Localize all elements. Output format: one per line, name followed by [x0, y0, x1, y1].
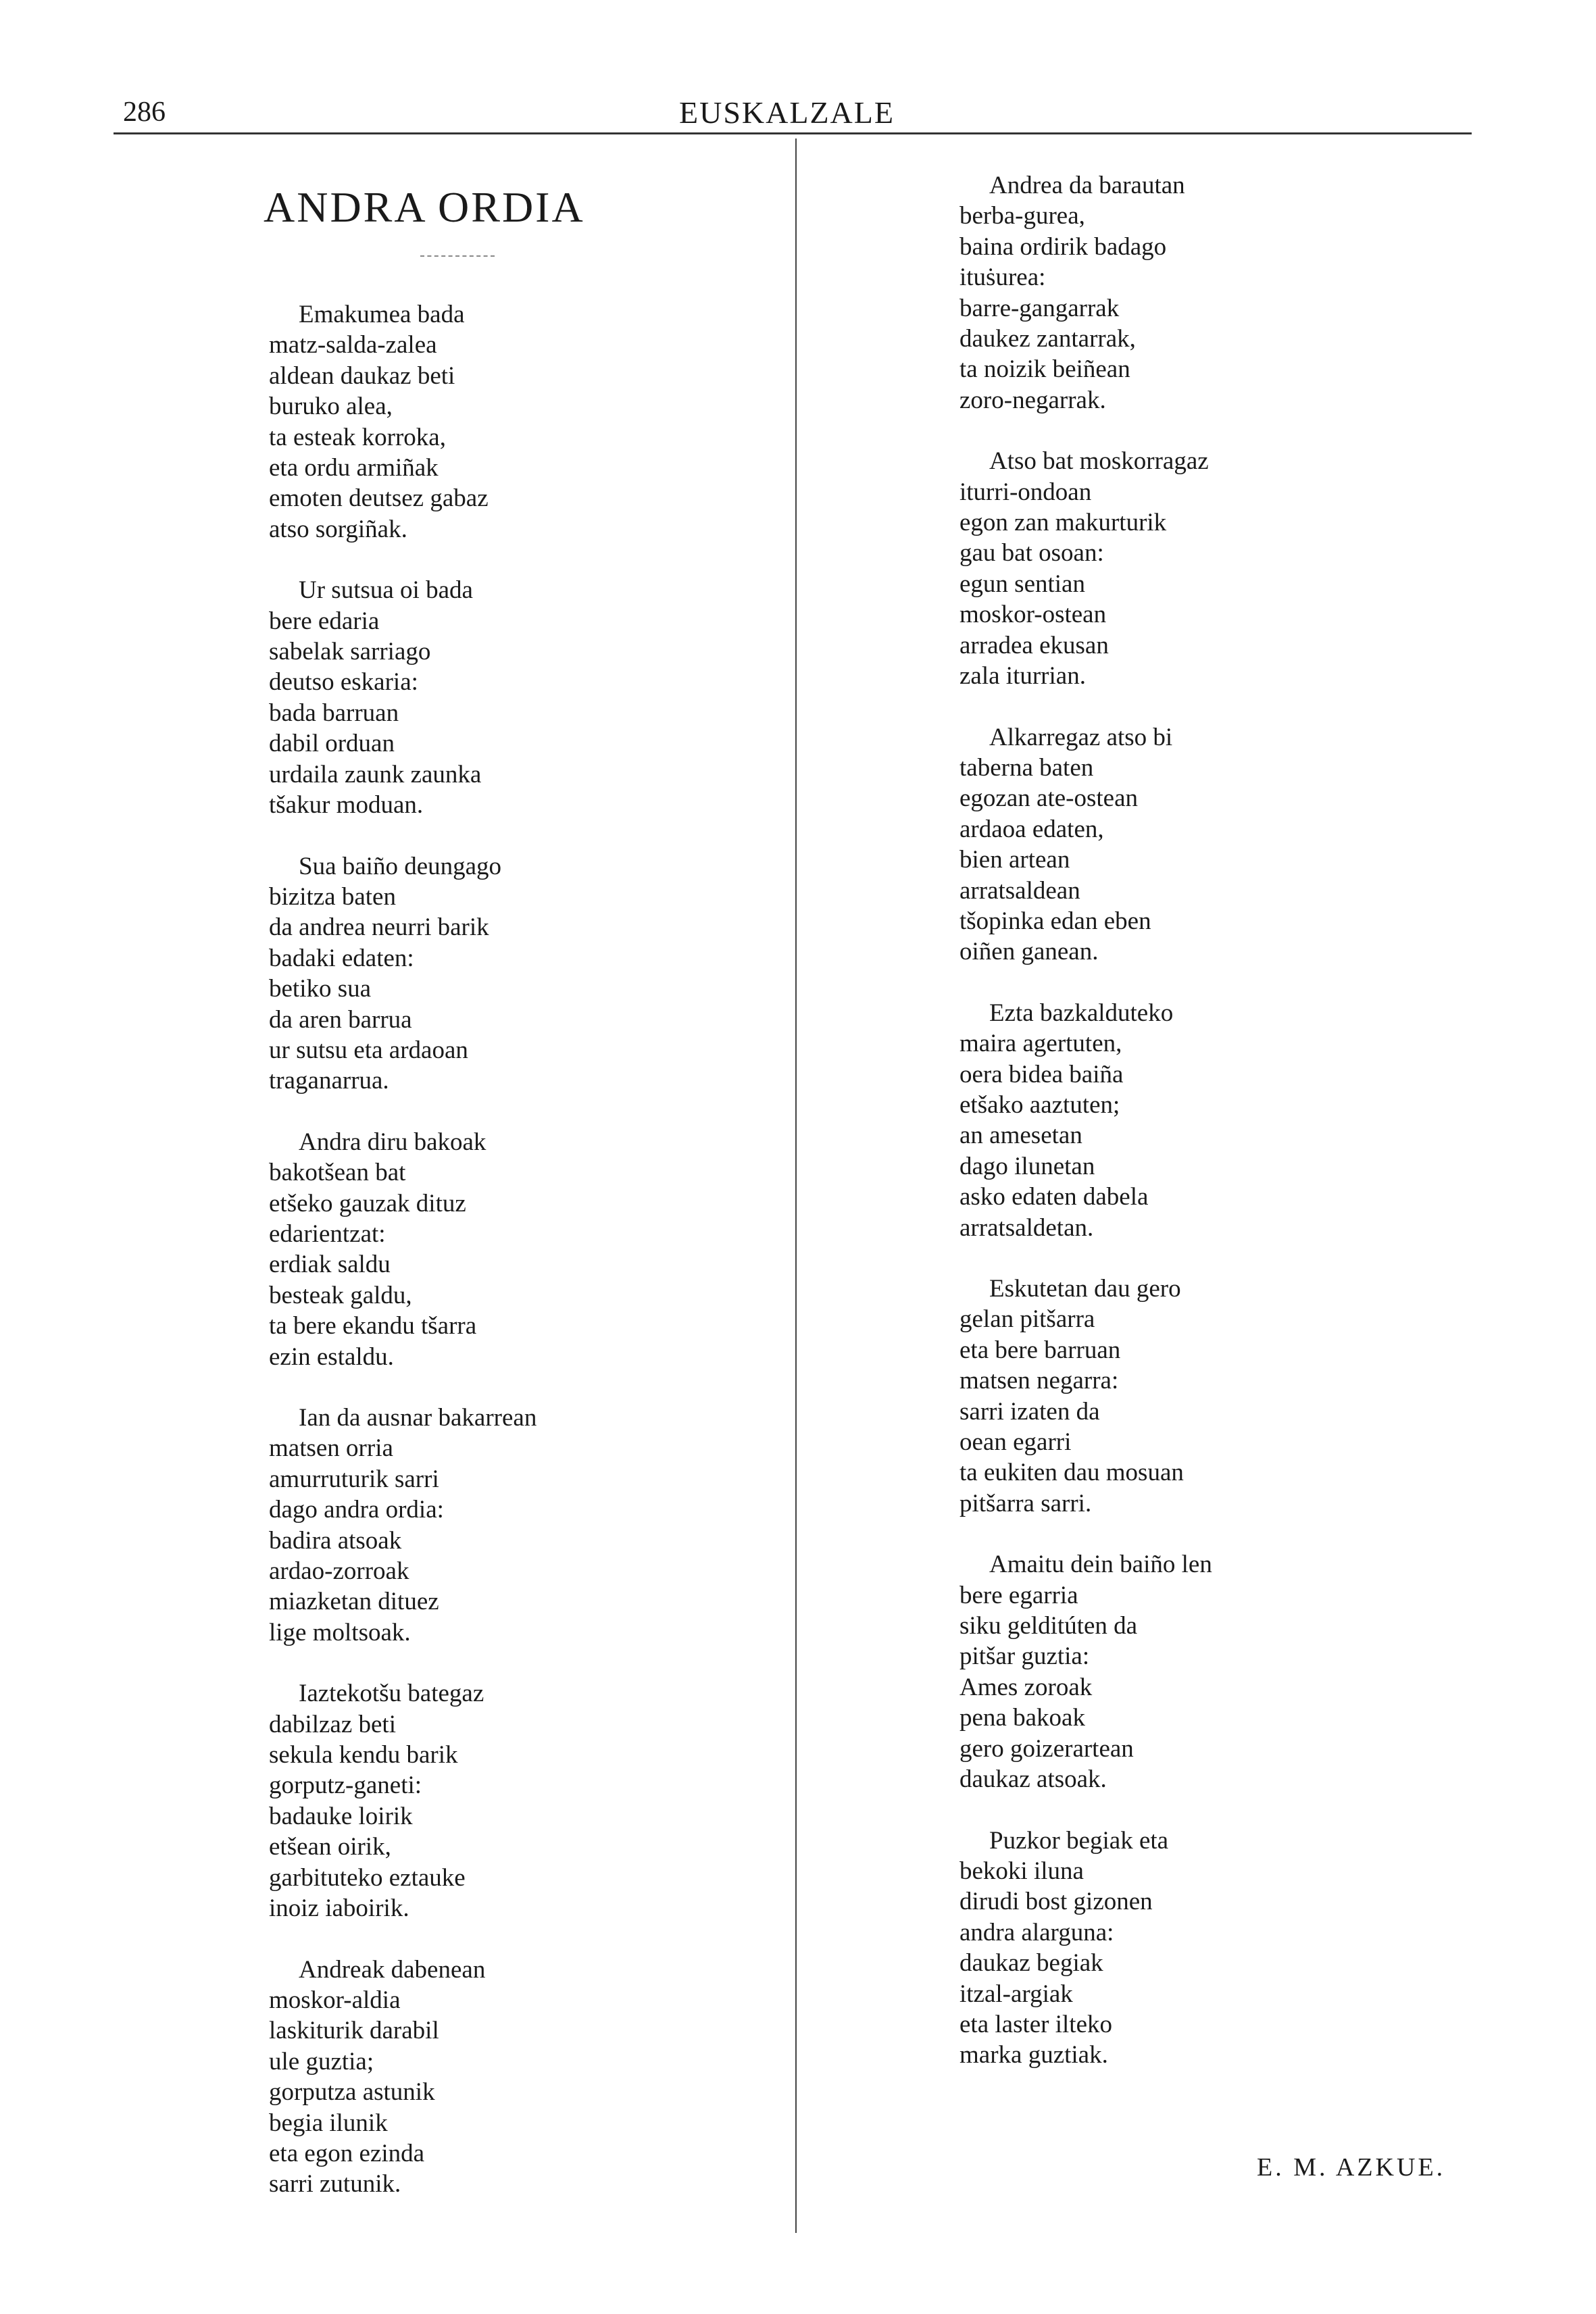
poem-line: traganarrua.	[269, 1067, 389, 1095]
poem-line: pitšarra sarri.	[959, 1489, 1092, 1517]
poem-line: egozan ate-ostean	[959, 784, 1138, 813]
poem-line: asko edaten dabela	[959, 1183, 1149, 1211]
poem-line: taberna baten	[959, 753, 1094, 782]
poem-line: etšeko gauzak dituz	[269, 1189, 466, 1217]
stanza-12	[959, 1274, 1432, 1519]
poem-line: besteak galdu,	[269, 1281, 412, 1309]
title-ornament	[420, 255, 495, 258]
poem-title: ANDRA ORDIA	[264, 183, 585, 231]
poem-line: sarri zutunik.	[269, 2170, 401, 2198]
poem-line: marka guztiak.	[959, 2041, 1108, 2069]
poem-line: da aren barrua	[269, 1005, 412, 1034]
poem-line: badaki edaten:	[269, 944, 414, 972]
poem-line: tšopinka edan eben	[959, 907, 1151, 935]
poem-line: matz-salda-zalea	[269, 331, 437, 359]
stanza-8	[959, 170, 1432, 416]
left-column	[269, 299, 674, 2230]
poem-line: moskor-aldia	[269, 1986, 401, 2014]
author-signature: E. M. AZKUE.	[1257, 2153, 1446, 2182]
poem-line: bizitza baten	[269, 882, 396, 911]
poem-line: arratsaldean	[959, 876, 1080, 905]
stanza-7	[269, 1955, 674, 2200]
poem-line: buruko alea,	[269, 393, 393, 421]
poem-line: bakotšean bat	[269, 1159, 406, 1187]
poem-line: dago andra ordia:	[269, 1496, 444, 1524]
poem-line: lige moltsoak.	[269, 1618, 411, 1646]
right-column	[959, 170, 1432, 2101]
poem-line: an amesetan	[959, 1122, 1082, 1150]
poem-line: ardaoa edaten,	[959, 815, 1104, 843]
poem-line: miazketan dituez	[269, 1588, 439, 1616]
poem-line: ta bere ekandu tšarra	[269, 1312, 477, 1340]
poem-line: deutso eskaria:	[269, 668, 418, 697]
poem-line: eta ordu armiñak	[269, 454, 439, 482]
poem-line: dabil orduan	[269, 730, 395, 758]
poem-line: matsen negarra:	[959, 1367, 1119, 1395]
running-head: EUSKALZALE	[679, 95, 895, 130]
poem-line: ta esteak korroka,	[269, 423, 446, 451]
poem-line: sekula kendu barik	[269, 1741, 458, 1769]
stanza-3	[269, 851, 674, 1097]
poem-line: daukez zantarrak,	[959, 325, 1136, 353]
poem-line: da andrea neurri barik	[269, 913, 489, 942]
poem-line: ur sutsu eta ardaoan	[269, 1036, 468, 1064]
stanza-4	[269, 1127, 674, 1372]
poem-line: siku gelditúten da	[959, 1612, 1138, 1640]
column-divider	[795, 139, 797, 2233]
poem-line: Andrea da barautan	[989, 172, 1185, 199]
poem-line: Andra diru bakoak	[299, 1128, 487, 1156]
poem-line: andra alarguna:	[959, 1918, 1114, 1946]
poem-line: ezin estaldu.	[269, 1342, 394, 1371]
poem-line: urdaila zaunk zaunka	[269, 760, 482, 788]
poem-line: etšean oirik,	[269, 1833, 391, 1861]
poem-line: garbituteko eztauke	[269, 1863, 466, 1892]
poem-line: Andreak dabenean	[299, 1955, 486, 1984]
poem-line: ta eukiten dau mosuan	[959, 1459, 1184, 1487]
poem-line: betiko sua	[269, 975, 372, 1003]
poem-line: gau bat osoan:	[959, 539, 1104, 568]
poem-line: Iaztekotšu bategaz	[299, 1680, 484, 1708]
poem-line: gero goizerartean	[959, 1734, 1134, 1763]
poem-line: egun sentian	[959, 570, 1085, 598]
poem-line: bere edaria	[269, 607, 380, 635]
poem-line: berba-gurea,	[959, 202, 1085, 230]
poem-line: sarri izaten da	[959, 1397, 1100, 1426]
header-rule	[114, 132, 1472, 134]
poem-line: dirudi bost gizonen	[959, 1888, 1153, 1916]
poem-line: pena bakoak	[959, 1704, 1085, 1732]
stanza-5	[269, 1403, 674, 1648]
poem-line: eta laster ilteko	[959, 2010, 1113, 2038]
poem-line: eta egon ezinda	[269, 2139, 425, 2167]
poem-line: laskiturik darabil	[269, 2017, 439, 2045]
poem-line: daukaz begiak	[959, 1949, 1103, 1978]
poem-line: ituṡurea:	[959, 263, 1046, 292]
poem-line: zala iturrian.	[959, 662, 1086, 690]
poem-line: Emakumea bada	[299, 301, 465, 328]
poem-line: arratsaldetan.	[959, 1213, 1094, 1242]
stanza-1	[269, 299, 674, 545]
poem-line: emoten deutsez gabaz	[269, 484, 489, 513]
stanza-2	[269, 575, 674, 820]
poem-line: Sua baiño deungago	[299, 852, 502, 880]
poem-line: dabilzaz beti	[269, 1710, 396, 1738]
poem-line: sabelak sarriago	[269, 638, 431, 666]
poem-line: badira atsoak	[269, 1526, 402, 1555]
poem-line: egon zan makurturik	[959, 509, 1167, 537]
poem-line: moskor-ostean	[959, 601, 1107, 629]
poem-line: gelan pitšarra	[959, 1305, 1095, 1334]
poem-line: bada barruan	[269, 699, 399, 727]
poem-line: Amaitu dein baiño len	[989, 1551, 1212, 1579]
poem-line: Ames zoroak	[959, 1673, 1093, 1701]
poem-line: gorputz-ganeti:	[269, 1771, 422, 1800]
poem-line: bien artean	[959, 846, 1070, 874]
stanza-14	[959, 1826, 1432, 2071]
poem-line: oera bidea baiña	[959, 1060, 1124, 1088]
stanza-6	[269, 1678, 674, 1923]
poem-line: etšako aaztuten;	[959, 1090, 1120, 1119]
poem-line: begia ilunik	[269, 2109, 388, 2137]
poem-line: Atso bat moskorragaz	[989, 447, 1209, 476]
stanza-11	[959, 998, 1432, 1243]
poem-line: pitšar guztia:	[959, 1642, 1090, 1671]
poem-line: eta bere barruan	[959, 1336, 1121, 1364]
poem-line: inoiz iaboirik.	[269, 1894, 409, 1923]
stanza-9	[959, 446, 1432, 691]
poem-line: Ezta bazkalduteko	[989, 999, 1174, 1027]
poem-line: arradea ekusan	[959, 631, 1109, 659]
poem-line: edarientzat:	[269, 1219, 386, 1248]
poem-line: Alkarregaz atso bi	[989, 723, 1173, 751]
poem-line: barre-gangarrak	[959, 294, 1120, 322]
poem-line: atso sorgiñak.	[269, 515, 407, 543]
poem-line: bekoki iluna	[959, 1857, 1084, 1885]
poem-line: Puzkor begiak eta	[989, 1826, 1169, 1855]
poem-line: ta noizik beiñean	[959, 355, 1130, 384]
poem-line: maira agertuten,	[959, 1030, 1122, 1058]
poem-line: zoro-negarrak.	[959, 386, 1106, 414]
poem-line: gorputza astunik	[269, 2078, 435, 2107]
poem-line: itzal-argiak	[959, 1980, 1073, 2008]
poem-line: oiñen ganean.	[959, 938, 1099, 966]
poem-line: badauke loirik	[269, 1802, 413, 1830]
poem-line: Ian da ausnar bakarrean	[299, 1404, 537, 1432]
poem-line: aldean daukaz beti	[269, 361, 455, 390]
poem-line: ule guztia;	[269, 2047, 374, 2076]
poem-line: bere egarria	[959, 1581, 1078, 1609]
poem-line: matsen orria	[269, 1434, 393, 1463]
stanza-10	[959, 722, 1432, 967]
page-number: 286	[123, 97, 166, 128]
poem-line: tšakur moduan.	[269, 791, 424, 820]
poem-line: oean egarri	[959, 1428, 1072, 1457]
poem-line: amurruturik sarri	[269, 1465, 439, 1493]
stanza-13	[959, 1549, 1432, 1794]
poem-line: dago ilunetan	[959, 1152, 1095, 1180]
poem-line: Ur sutsua oi bada	[299, 576, 473, 605]
poem-line: daukaz atsoak.	[959, 1765, 1107, 1794]
poem-line: ardao-zorroak	[269, 1557, 409, 1586]
poem-line: Eskutetan dau gero	[989, 1275, 1181, 1303]
poem-line: iturri-ondoan	[959, 478, 1092, 506]
poem-line: erdiak saldu	[269, 1251, 391, 1279]
poem-line: baina ordirik badago	[959, 232, 1167, 261]
